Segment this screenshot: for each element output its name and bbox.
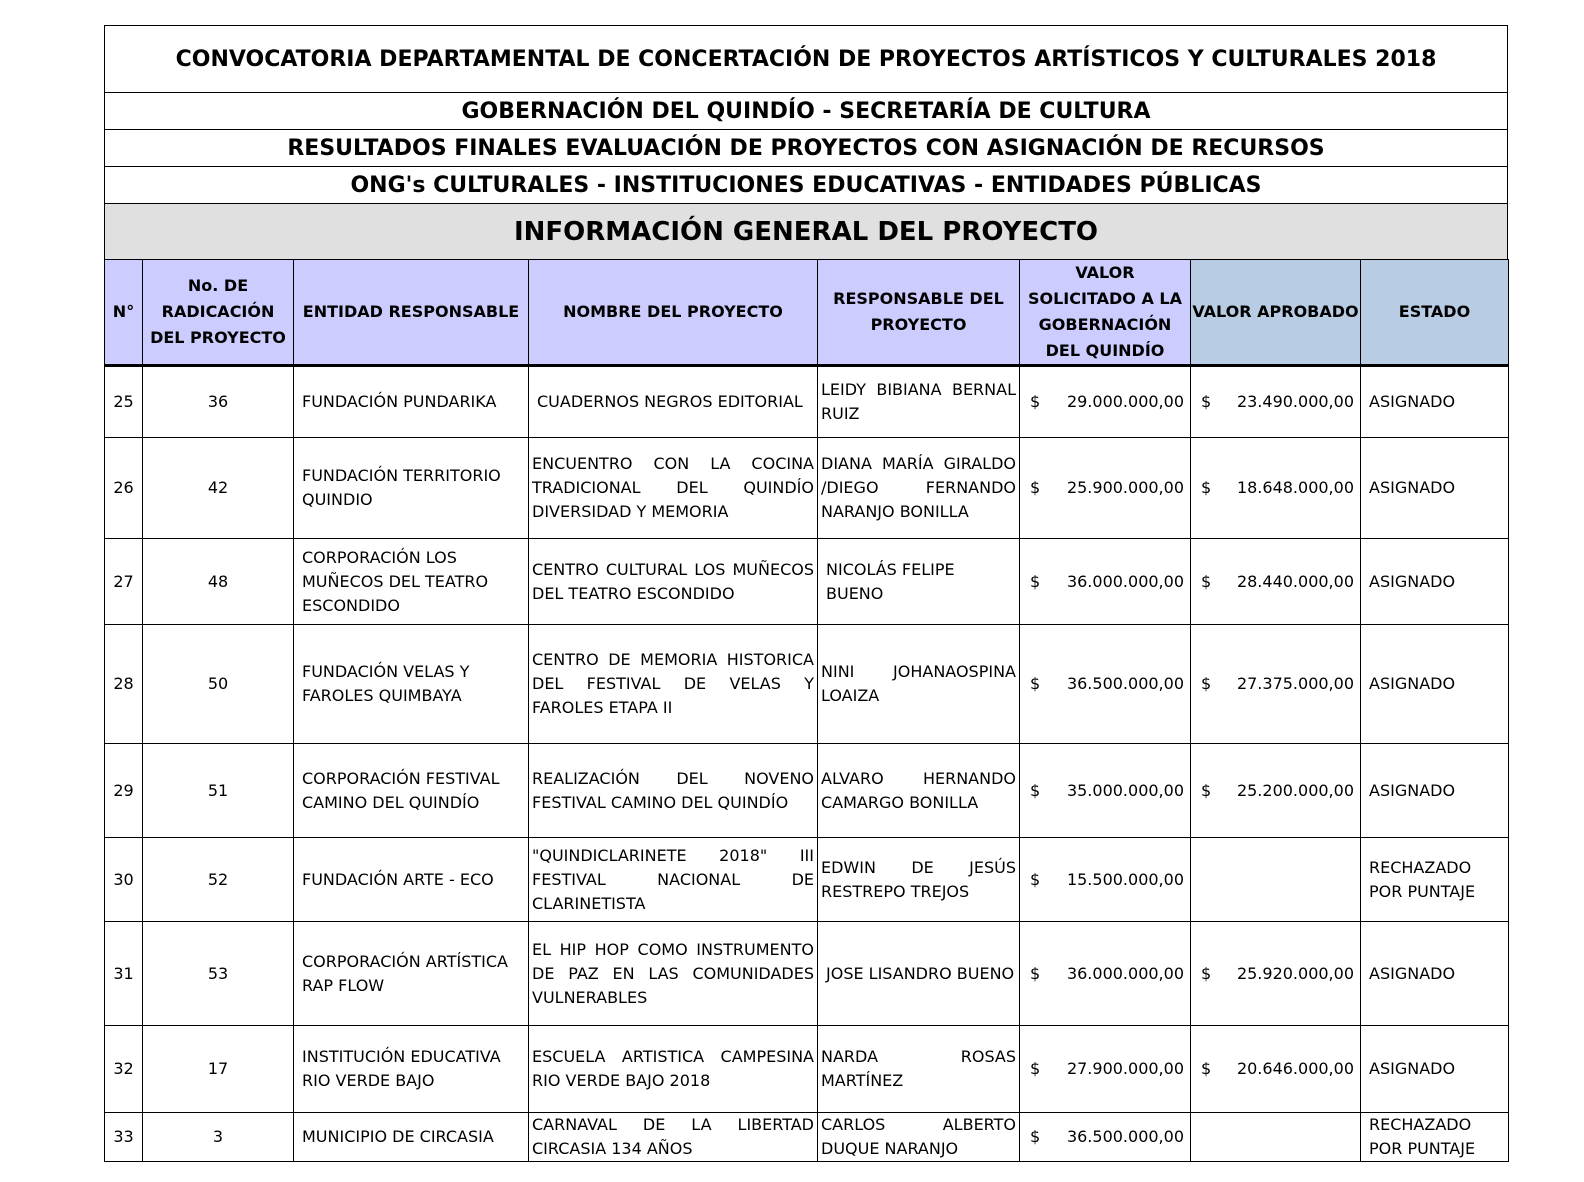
currency-symbol: $ [1030, 780, 1041, 800]
cell-solicitado [1020, 744, 1191, 838]
currency-symbol: $ [1201, 478, 1212, 498]
cell-responsable: NINI JOHANAOSPINA LOAIZA [818, 625, 1020, 744]
table-row [105, 744, 1509, 838]
subtitle-resultados: RESULTADOS FINALES EVALUACIÓN DE PROYECTOS CON ASIGNACIÓN DE RECURSOS [105, 130, 1508, 167]
cell-solicitado [1020, 922, 1191, 1026]
cell-num: 30 [105, 838, 143, 922]
spreadsheet [104, 25, 1508, 1162]
cell-num: 29 [105, 744, 143, 838]
col-header-entidad: ENTIDAD RESPONSABLE [294, 260, 529, 366]
cell-entidad: INSTITUCIÓN EDUCATIVA RIO VERDE BAJO [294, 1026, 529, 1113]
cell-nombre: CENTRO CULTURAL LOS MUÑECOS DEL TEATRO ESCONDIDO [529, 539, 818, 625]
amount: 36.000.000,00 [1066, 963, 1184, 983]
cell-entidad: CORPORACIÓN ARTÍSTICA RAP FLOW [294, 922, 529, 1026]
main-title: CONVOCATORIA DEPARTAMENTAL DE CONCERTACIÓN DE PROYECTOS ARTÍSTICOS Y CULTURALES 2018 [105, 26, 1508, 93]
cell-aprobado [1191, 922, 1361, 1026]
table-row [105, 366, 1509, 438]
cell-radicacion: 50 [143, 625, 294, 744]
subtitle-entidades: ONG's CULTURALES - INSTITUCIONES EDUCATIVAS - ENTIDADES PÚBLICAS [105, 167, 1508, 204]
cell-aprobado [1191, 366, 1361, 438]
cell-responsable: NICOLÁS FELIPE BUENO [818, 539, 1020, 625]
currency-symbol: $ [1030, 1127, 1041, 1147]
table-row [105, 1113, 1509, 1162]
cell-estado: RECHAZADO POR PUNTAJE [1361, 838, 1509, 922]
cell-radicacion: 51 [143, 744, 294, 838]
projects-table [104, 259, 1509, 1162]
cell-nombre: EL HIP HOP COMO INSTRUMENTO DE PAZ EN LAS COMUNIDADES VULNERABLES [529, 922, 818, 1026]
cell-num: 31 [105, 922, 143, 1026]
cell-radicacion: 17 [143, 1026, 294, 1113]
currency-symbol: $ [1201, 1059, 1212, 1079]
amount: 36.500.000,00 [1066, 1127, 1184, 1147]
cell-responsable: DIANA MARÍA GIRALDO /DIEGO FERNANDO NARANJO BONILLA [818, 438, 1020, 539]
cell-radicacion: 48 [143, 539, 294, 625]
cell-aprobado [1191, 438, 1361, 539]
cell-num: 26 [105, 438, 143, 539]
cell-radicacion: 42 [143, 438, 294, 539]
currency-symbol: $ [1201, 392, 1212, 412]
cell-entidad: FUNDACIÓN ARTE - ECO [294, 838, 529, 922]
cell-aprobado [1191, 744, 1361, 838]
col-header-responsable: RESPONSABLE DEL PROYECTO [818, 260, 1020, 366]
currency-symbol: $ [1030, 478, 1041, 498]
section-title: INFORMACIÓN GENERAL DEL PROYECTO [105, 204, 1508, 261]
amount: 27.375.000,00 [1236, 674, 1354, 694]
cell-radicacion: 3 [143, 1113, 294, 1162]
cell-entidad: FUNDACIÓN TERRITORIO QUINDIO [294, 438, 529, 539]
cell-radicacion: 36 [143, 366, 294, 438]
amount: 18.648.000,00 [1236, 478, 1354, 498]
cell-estado: ASIGNADO [1361, 625, 1509, 744]
amount: 28.440.000,00 [1236, 571, 1354, 591]
col-header-nombre: NOMBRE DEL PROYECTO [529, 260, 818, 366]
cell-responsable: CARLOS ALBERTO DUQUE NARANJO [818, 1113, 1020, 1162]
amount: 25.900.000,00 [1066, 478, 1184, 498]
col-header-aprobado: VALOR APROBADO [1191, 260, 1361, 366]
cell-nombre: CUADERNOS NEGROS EDITORIAL [529, 366, 818, 438]
amount: 35.000.000,00 [1066, 780, 1184, 800]
cell-solicitado [1020, 366, 1191, 438]
cell-estado: ASIGNADO [1361, 1026, 1509, 1113]
table-row [105, 922, 1509, 1026]
currency-symbol: $ [1030, 1059, 1041, 1079]
cell-solicitado [1020, 1026, 1191, 1113]
cell-num: 33 [105, 1113, 143, 1162]
cell-estado: RECHAZADO POR PUNTAJE [1361, 1113, 1509, 1162]
table-row [105, 539, 1509, 625]
cell-aprobado [1191, 539, 1361, 625]
cell-estado: ASIGNADO [1361, 366, 1509, 438]
table-row [105, 838, 1509, 922]
cell-solicitado [1020, 539, 1191, 625]
col-header-estado: ESTADO [1361, 260, 1509, 366]
currency-symbol: $ [1030, 869, 1041, 889]
cell-responsable: LEIDY BIBIANA BERNAL RUIZ [818, 366, 1020, 438]
cell-nombre: CARNAVAL DE LA LIBERTAD CIRCASIA 134 AÑOS [529, 1113, 818, 1162]
cell-responsable: EDWIN DE JESÚS RESTREPO TREJOS [818, 838, 1020, 922]
cell-entidad: CORPORACIÓN LOS MUÑECOS DEL TEATRO ESCONDIDO [294, 539, 529, 625]
cell-nombre: CENTRO DE MEMORIA HISTORICA DEL FESTIVAL DE VELAS Y FAROLES ETAPA II [529, 625, 818, 744]
header-row [105, 260, 1509, 366]
cell-solicitado [1020, 438, 1191, 539]
cell-nombre: REALIZACIÓN DEL NOVENO FESTIVAL CAMINO DEL QUINDÍO [529, 744, 818, 838]
cell-aprobado [1191, 1113, 1361, 1162]
currency-symbol: $ [1201, 571, 1212, 591]
cell-aprobado [1191, 1026, 1361, 1113]
amount: 20.646.000,00 [1236, 1059, 1354, 1079]
cell-estado: ASIGNADO [1361, 922, 1509, 1026]
table-row [105, 1026, 1509, 1113]
title-block [104, 25, 1508, 261]
cell-estado: ASIGNADO [1361, 744, 1509, 838]
col-header-solicitado: VALOR SOLICITADO A LA GOBERNACIÓN DEL QUINDÍO [1020, 260, 1191, 366]
currency-symbol: $ [1201, 963, 1212, 983]
cell-num: 25 [105, 366, 143, 438]
cell-aprobado [1191, 838, 1361, 922]
cell-entidad: FUNDACIÓN PUNDARIKA [294, 366, 529, 438]
cell-num: 28 [105, 625, 143, 744]
currency-symbol: $ [1201, 780, 1212, 800]
currency-symbol: $ [1030, 963, 1041, 983]
currency-symbol: $ [1201, 674, 1212, 694]
cell-estado: ASIGNADO [1361, 438, 1509, 539]
amount: 36.000.000,00 [1066, 571, 1184, 591]
amount: 29.000.000,00 [1066, 392, 1184, 412]
cell-entidad: FUNDACIÓN VELAS Y FAROLES QUIMBAYA [294, 625, 529, 744]
amount: 36.500.000,00 [1066, 674, 1184, 694]
cell-nombre: ESCUELA ARTISTICA CAMPESINA RIO VERDE BAJO 2018 [529, 1026, 818, 1113]
amount: 25.920.000,00 [1236, 963, 1354, 983]
currency-symbol: $ [1030, 674, 1041, 694]
amount: 27.900.000,00 [1066, 1059, 1184, 1079]
cell-nombre: "QUINDICLARINETE 2018" III FESTIVAL NACIONAL DE CLARINETISTA [529, 838, 818, 922]
cell-aprobado [1191, 625, 1361, 744]
cell-responsable: JOSE LISANDRO BUENO [818, 922, 1020, 1026]
cell-num: 27 [105, 539, 143, 625]
cell-solicitado [1020, 1113, 1191, 1162]
col-header-radicacion: No. DE RADICACIÓN DEL PROYECTO [143, 260, 294, 366]
cell-radicacion: 53 [143, 922, 294, 1026]
currency-symbol: $ [1030, 571, 1041, 591]
subtitle-gobernacion: GOBERNACIÓN DEL QUINDÍO - SECRETARÍA DE CULTURA [105, 93, 1508, 130]
cell-solicitado [1020, 838, 1191, 922]
cell-entidad: CORPORACIÓN FESTIVAL CAMINO DEL QUINDÍO [294, 744, 529, 838]
amount: 23.490.000,00 [1236, 392, 1354, 412]
cell-nombre: ENCUENTRO CON LA COCINA TRADICIONAL DEL QUINDÍO DIVERSIDAD Y MEMORIA [529, 438, 818, 539]
currency-symbol: $ [1030, 392, 1041, 412]
col-header-num: N° [105, 260, 143, 366]
cell-responsable: ALVARO HERNANDO CAMARGO BONILLA [818, 744, 1020, 838]
cell-num: 32 [105, 1026, 143, 1113]
amount: 15.500.000,00 [1066, 869, 1184, 889]
amount: 25.200.000,00 [1236, 780, 1354, 800]
table-row [105, 625, 1509, 744]
cell-radicacion: 52 [143, 838, 294, 922]
table-row [105, 438, 1509, 539]
cell-entidad: MUNICIPIO DE CIRCASIA [294, 1113, 529, 1162]
cell-solicitado [1020, 625, 1191, 744]
cell-responsable: NARDA ROSAS MARTÍNEZ [818, 1026, 1020, 1113]
cell-estado: ASIGNADO [1361, 539, 1509, 625]
